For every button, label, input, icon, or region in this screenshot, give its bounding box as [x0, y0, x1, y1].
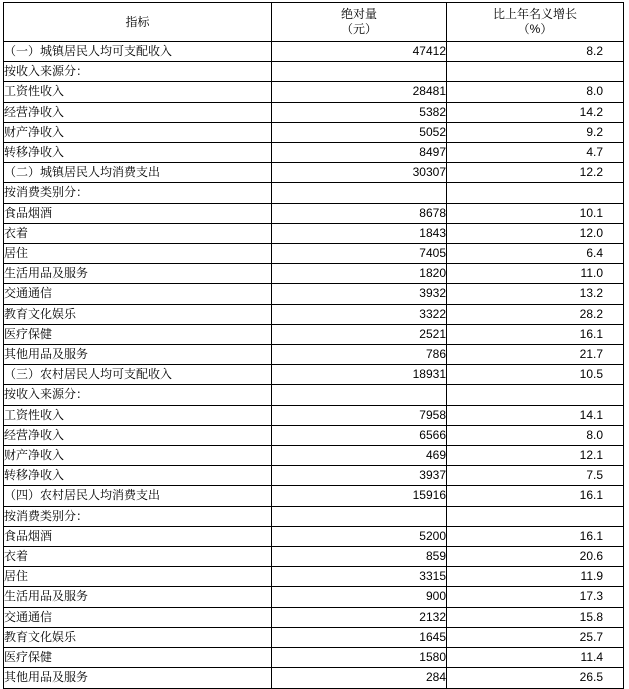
row-growth-value: 12.2: [447, 163, 624, 183]
row-absolute-value: 3932: [272, 284, 447, 304]
table-row: [4, 122, 624, 142]
row-growth-value: [447, 62, 624, 82]
row-label: （四）农村居民人均消费支出: [4, 486, 272, 506]
row-absolute-value: 2132: [272, 607, 447, 627]
row-growth-value: 9.2: [447, 122, 624, 142]
table-row: [4, 203, 624, 223]
row-absolute-value: 1580: [272, 648, 447, 668]
row-label: 经营净收入: [4, 102, 272, 122]
table-row: [4, 42, 624, 62]
row-label: 衣着: [4, 547, 272, 567]
row-growth-value: 6.4: [447, 244, 624, 264]
table-row: [4, 365, 624, 385]
row-absolute-value: 1645: [272, 627, 447, 647]
row-absolute-value: 3315: [272, 567, 447, 587]
row-label: 生活用品及服务: [4, 587, 272, 607]
row-absolute-value: 3937: [272, 466, 447, 486]
table-row: [4, 526, 624, 546]
table-row: [4, 385, 624, 405]
row-label: 按收入来源分：: [4, 385, 272, 405]
table-row: [4, 82, 624, 102]
row-absolute-value: 5200: [272, 526, 447, 546]
table-row: [4, 466, 624, 486]
table-row: [4, 446, 624, 466]
row-growth-value: 17.3: [447, 587, 624, 607]
row-absolute-value: 6566: [272, 425, 447, 445]
row-absolute-value: 284: [272, 668, 447, 688]
column-header-growth-unit: （%）: [517, 22, 553, 36]
row-growth-value: 15.8: [447, 607, 624, 627]
row-label: 居住: [4, 244, 272, 264]
table-row: [4, 102, 624, 122]
row-growth-value: 10.5: [447, 365, 624, 385]
row-label: 财产净收入: [4, 122, 272, 142]
row-label: 按消费类别分：: [4, 183, 272, 203]
row-label: 其他用品及服务: [4, 345, 272, 365]
column-header-absolute-value: [272, 3, 447, 42]
table-row: [4, 547, 624, 567]
residents-income-expenditure-table: [3, 2, 624, 689]
row-label: 财产净收入: [4, 446, 272, 466]
column-header-growth-label: 比上年名义增长: [492, 7, 577, 21]
row-growth-value: 7.5: [447, 466, 624, 486]
row-growth-value: 14.1: [447, 405, 624, 425]
row-absolute-value: 5382: [272, 102, 447, 122]
row-absolute-value: 859: [272, 547, 447, 567]
row-absolute-value: 1820: [272, 264, 447, 284]
column-header-absolute-value-unit: （元）: [340, 22, 377, 36]
row-absolute-value: 7958: [272, 405, 447, 425]
row-growth-value: 16.1: [447, 486, 624, 506]
row-growth-value: [447, 506, 624, 526]
table-row: [4, 486, 624, 506]
row-growth-value: 8.0: [447, 82, 624, 102]
table-row: [4, 163, 624, 183]
row-label: 教育文化娱乐: [4, 304, 272, 324]
row-label: 工资性收入: [4, 405, 272, 425]
column-header-growth: [447, 3, 624, 42]
table-row: [4, 62, 624, 82]
row-label: 教育文化娱乐: [4, 627, 272, 647]
table-row: [4, 648, 624, 668]
row-label: （二）城镇居民人均消费支出: [4, 163, 272, 183]
row-label: 衣着: [4, 223, 272, 243]
row-growth-value: 12.0: [447, 223, 624, 243]
row-growth-value: 11.9: [447, 567, 624, 587]
row-absolute-value: 7405: [272, 244, 447, 264]
table-row: [4, 223, 624, 243]
row-label: 医疗保健: [4, 648, 272, 668]
table-row: [4, 244, 624, 264]
column-header-indicator-label: 指标: [125, 14, 150, 29]
row-growth-value: 25.7: [447, 627, 624, 647]
column-header-indicator: [4, 3, 272, 42]
statistics-table-sheet: [0, 2, 629, 685]
row-label: （一）城镇居民人均可支配收入: [4, 42, 272, 62]
row-absolute-value: [272, 183, 447, 203]
row-label: 居住: [4, 567, 272, 587]
table-row: [4, 587, 624, 607]
row-growth-value: 28.2: [447, 304, 624, 324]
table-row: [4, 324, 624, 344]
row-growth-value: 11.0: [447, 264, 624, 284]
row-growth-value: 8.2: [447, 42, 624, 62]
row-absolute-value: [272, 385, 447, 405]
row-absolute-value: 469: [272, 446, 447, 466]
row-absolute-value: 28481: [272, 82, 447, 102]
table-row: [4, 425, 624, 445]
row-growth-value: 20.6: [447, 547, 624, 567]
row-label: 医疗保健: [4, 324, 272, 344]
row-growth-value: [447, 183, 624, 203]
row-growth-value: [447, 385, 624, 405]
row-label: 交通通信: [4, 284, 272, 304]
row-growth-value: 21.7: [447, 345, 624, 365]
row-growth-value: 14.2: [447, 102, 624, 122]
table-row: [4, 284, 624, 304]
table-body: [4, 42, 624, 689]
row-growth-value: 13.2: [447, 284, 624, 304]
row-growth-value: 16.1: [447, 324, 624, 344]
table-row: [4, 304, 624, 324]
row-growth-value: 26.5: [447, 668, 624, 688]
row-growth-value: 8.0: [447, 425, 624, 445]
row-absolute-value: 2521: [272, 324, 447, 344]
table-row: [4, 506, 624, 526]
table-row: [4, 405, 624, 425]
row-growth-value: 16.1: [447, 526, 624, 546]
row-label: （三）农村居民人均可支配收入: [4, 365, 272, 385]
table-row: [4, 668, 624, 688]
row-absolute-value: 1843: [272, 223, 447, 243]
row-absolute-value: 5052: [272, 122, 447, 142]
row-absolute-value: 8678: [272, 203, 447, 223]
table-row: [4, 143, 624, 163]
row-label: 食品烟酒: [4, 203, 272, 223]
table-row: [4, 264, 624, 284]
row-absolute-value: 47412: [272, 42, 447, 62]
table-row: [4, 607, 624, 627]
row-label: 工资性收入: [4, 82, 272, 102]
row-label: 生活用品及服务: [4, 264, 272, 284]
table-row: [4, 627, 624, 647]
row-growth-value: 11.4: [447, 648, 624, 668]
table-row: [4, 567, 624, 587]
row-growth-value: 4.7: [447, 143, 624, 163]
row-label: 经营净收入: [4, 425, 272, 445]
row-absolute-value: 3322: [272, 304, 447, 324]
row-absolute-value: [272, 62, 447, 82]
row-growth-value: 12.1: [447, 446, 624, 466]
row-label: 其他用品及服务: [4, 668, 272, 688]
row-growth-value: 10.1: [447, 203, 624, 223]
row-absolute-value: [272, 506, 447, 526]
row-label: 食品烟酒: [4, 526, 272, 546]
row-label: 转移净收入: [4, 466, 272, 486]
row-absolute-value: 786: [272, 345, 447, 365]
table-header: [4, 3, 624, 42]
column-header-absolute-value-label: 绝对量: [340, 7, 377, 21]
row-label: 转移净收入: [4, 143, 272, 163]
table-row: [4, 183, 624, 203]
table-header-row: [4, 3, 624, 42]
row-absolute-value: 18931: [272, 365, 447, 385]
row-absolute-value: 15916: [272, 486, 447, 506]
row-label: 按消费类别分：: [4, 506, 272, 526]
row-label: 按收入来源分：: [4, 62, 272, 82]
row-absolute-value: 30307: [272, 163, 447, 183]
table-row: [4, 345, 624, 365]
row-absolute-value: 900: [272, 587, 447, 607]
row-label: 交通通信: [4, 607, 272, 627]
row-absolute-value: 8497: [272, 143, 447, 163]
